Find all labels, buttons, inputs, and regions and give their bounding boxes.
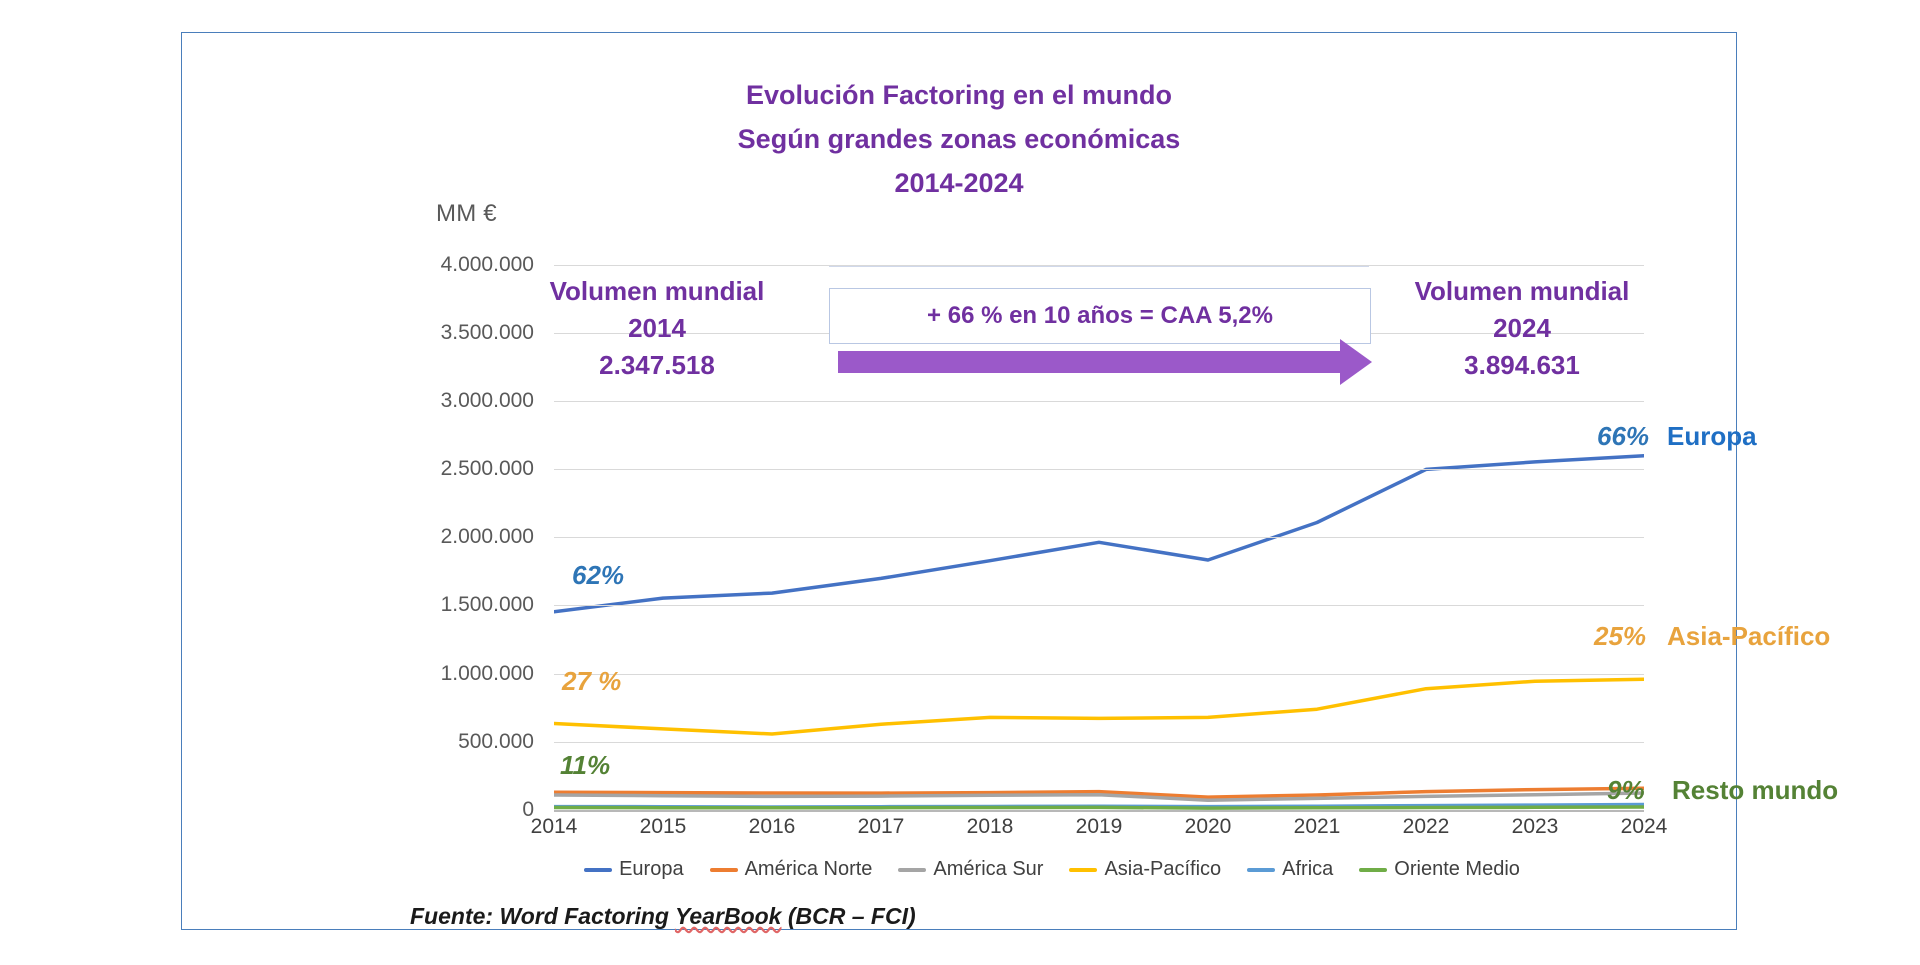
legend-swatch-icon xyxy=(1359,868,1387,872)
y-axis-unit-label: MM € xyxy=(436,200,497,227)
y-tick-label: 1.000.000 xyxy=(440,662,534,685)
callout-left-line3: 2.347.518 xyxy=(599,350,715,380)
legend-swatch-icon xyxy=(1247,868,1275,872)
legend-item[interactable] xyxy=(584,858,684,881)
series-line-oriente-medio xyxy=(554,807,1644,808)
x-axis-line xyxy=(554,810,1644,812)
callout-volume-2014 xyxy=(512,273,802,384)
legend-item[interactable] xyxy=(1359,858,1520,881)
pct-label-europa-2014: 62% xyxy=(572,560,625,590)
growth-arrow-shaft xyxy=(838,351,1348,373)
legend-item[interactable] xyxy=(898,858,1043,881)
y-tick-label: 3.000.000 xyxy=(440,389,534,412)
x-tick-label: 2021 xyxy=(1293,815,1341,838)
growth-callout-box: + 66 % en 10 años = CAA 5,2% xyxy=(829,288,1371,344)
callout-left-line1: Volumen mundial xyxy=(549,276,765,306)
callout-top-divider xyxy=(829,266,1369,267)
x-tick-label: 2024 xyxy=(1620,815,1668,838)
page-title: Evolución Factoring en el mundo xyxy=(745,80,1173,110)
y-tick-label: 2.000.000 xyxy=(440,525,534,548)
legend-label: Africa xyxy=(1282,858,1334,880)
source-note xyxy=(410,903,916,930)
pct-label-asia-2024: 25% xyxy=(1594,621,1647,651)
x-tick-label: 2023 xyxy=(1511,815,1559,838)
series-line-asia-pac-fico xyxy=(554,679,1644,734)
x-tick-label: 2014 xyxy=(530,815,578,838)
legend-label: América Norte xyxy=(744,858,873,880)
x-tick-label: 2017 xyxy=(857,815,905,838)
x-tick-label: 2020 xyxy=(1184,815,1232,838)
series-label-resto: Resto mundo xyxy=(1672,775,1839,805)
y-tick-label: 2.500.000 xyxy=(440,457,534,480)
gridline xyxy=(554,537,1644,538)
source-suffix: (BCR – FCI) xyxy=(781,903,916,929)
legend-item[interactable] xyxy=(710,858,873,881)
x-axis-tick-labels xyxy=(530,815,1668,849)
legend-label: Oriente Medio xyxy=(1394,858,1520,880)
pct-label-resto-2024: 9% xyxy=(1607,775,1645,805)
gridline xyxy=(554,742,1644,743)
x-tick-label: 2015 xyxy=(639,815,687,838)
x-tick-label: 2022 xyxy=(1402,815,1450,838)
legend-item[interactable] xyxy=(1069,858,1221,881)
pct-label-asia-2014: 27 % xyxy=(562,666,622,696)
legend-swatch-icon xyxy=(898,868,926,872)
legend-swatch-icon xyxy=(584,868,612,872)
x-tick-label: 2016 xyxy=(748,815,796,838)
y-tick-label: 500.000 xyxy=(458,730,534,753)
legend-label: Asia-Pacífico xyxy=(1104,858,1222,880)
y-tick-label: 3.500.000 xyxy=(440,321,534,344)
legend-swatch-icon xyxy=(1069,868,1097,872)
gridline xyxy=(554,605,1644,606)
callout-right-line1: Volumen mundial xyxy=(1414,276,1630,306)
legend-label: América Sur xyxy=(933,858,1044,880)
legend-swatch-icon xyxy=(710,868,738,872)
chart-period: 2014-2024 xyxy=(894,168,1024,198)
source-prefix: Fuente: Word Factoring xyxy=(410,903,675,929)
series-label-europa: Europa xyxy=(1667,421,1757,451)
callout-left-line2: 2014 xyxy=(628,313,686,343)
pct-label-europa-2024: 66% xyxy=(1597,421,1650,451)
callout-volume-2024 xyxy=(1377,273,1667,384)
chart-frame xyxy=(181,32,1839,930)
chart-legend xyxy=(492,858,1612,881)
gridline xyxy=(554,469,1644,470)
series-label-asia: Asia-Pacífico xyxy=(1667,621,1831,651)
legend-label: Europa xyxy=(619,858,684,880)
y-tick-label: 1.500.000 xyxy=(440,593,534,616)
gridline xyxy=(554,674,1644,675)
series-line-europa xyxy=(554,456,1644,612)
chart-title-block xyxy=(182,73,1736,205)
callout-right-line2: 2024 xyxy=(1493,313,1551,343)
gridline xyxy=(554,401,1644,402)
y-tick-label: 4.000.000 xyxy=(440,253,534,276)
y-tick-label: 0 xyxy=(522,798,534,821)
x-tick-label: 2018 xyxy=(966,815,1014,838)
chart-subtitle: Según grandes zonas económicas xyxy=(737,124,1181,154)
pct-label-resto-2014: 11% xyxy=(560,750,611,780)
callout-right-line3: 3.894.631 xyxy=(1464,350,1580,380)
source-highlight: YearBook xyxy=(674,903,782,929)
growth-arrow-head-icon xyxy=(1340,339,1372,385)
legend-item[interactable] xyxy=(1247,858,1333,881)
x-tick-label: 2019 xyxy=(1075,815,1123,838)
